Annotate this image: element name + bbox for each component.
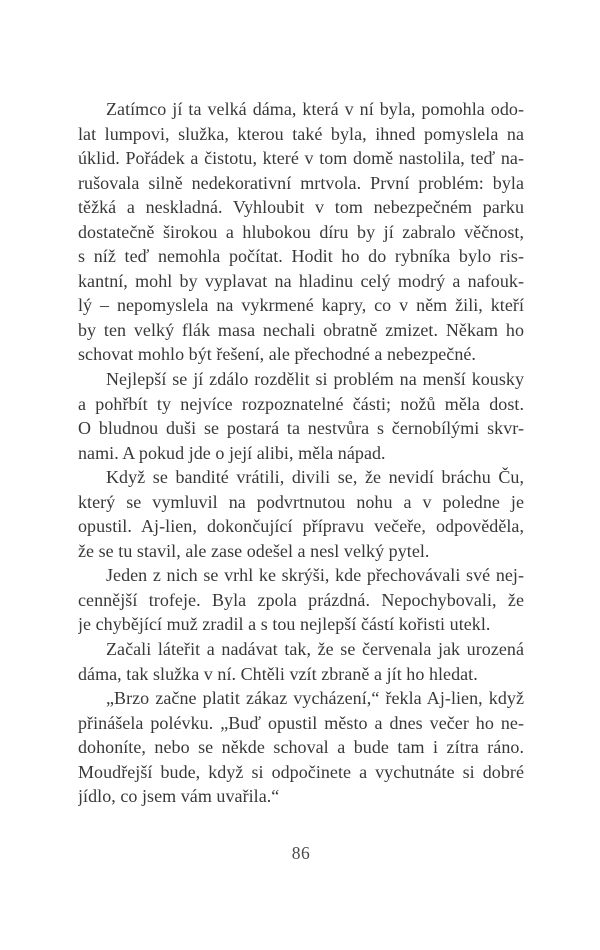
text-line: Když se bandité vrátili, divili se, že nevidí bráchu Ču, xyxy=(106,467,524,488)
text-line: je chybějící muž zradil a s tou nejlepší částí kořisti utekl. xyxy=(78,614,491,635)
text-line: dostatečně širokou a hlubokou díru by jí zabralo věčnost, xyxy=(78,221,524,242)
paragraph xyxy=(78,367,524,465)
page-text xyxy=(78,97,524,809)
text-line: „Brzo začne platit zákaz vycházení,“ řekla Aj-lien, když xyxy=(106,688,524,709)
text-line: úklid. Pořádek a čistotu, které v tom domě nastolila, teď na- xyxy=(78,148,524,169)
text-line: lat lumpovi, služka, kterou také byla, ihned pomyslela na xyxy=(78,123,524,144)
text-line: přinášela polévku. „Buď opustil město a dnes večer ho ne- xyxy=(78,712,524,733)
text-line: Začali láteřit a nadávat tak, že se červenala jak urozená xyxy=(106,639,524,660)
paragraph xyxy=(78,686,524,809)
text-line: cennější trofeje. Byla zpola prázdná. Nepochybovali, že xyxy=(78,589,524,610)
text-line: a pohřbít ty nejvíce rozpoznatelné části; nožů měla dost. xyxy=(78,393,524,414)
text-line: O bludnou duši se postará ta nestvůra s černobílými skvr- xyxy=(78,418,524,439)
text-line: nami. A pokud jde o její alibi, měla nápad. xyxy=(78,442,386,463)
text-line: Jeden z nich se vrhl ke skrýši, kde přechovávali své nej- xyxy=(106,565,524,586)
text-line: Moudřejší bude, když si odpočinete a vychutnáte si dobré xyxy=(78,761,524,782)
text-line: by ten velký flák masa nechali obratně zmizet. Někam ho xyxy=(78,319,524,340)
text-line: který se vymluvil na podvrtnutou nohu a v poledne je xyxy=(78,491,524,512)
text-line: Zatímco jí ta velká dáma, která v ní byla, pomohla odo- xyxy=(106,99,524,119)
paragraph xyxy=(78,465,524,563)
text-line: opustil. Aj-lien, dokončující přípravu večeře, odpověděla, xyxy=(78,516,524,537)
paragraph xyxy=(78,97,524,367)
text-line: s níž teď nemohla počítat. Hodit ho do rybníka bylo ris- xyxy=(78,246,524,267)
paragraph xyxy=(78,637,524,686)
text-line: dáma, tak služka v ní. Chtěli vzít zbraně a jít ho hledat. xyxy=(78,663,478,684)
text-line: že se tu stavil, ale zase odešel a nesl velký pytel. xyxy=(78,540,430,561)
text-line: rušovala silně nedekorativní mrtvola. První problém: byla xyxy=(78,172,524,193)
page-number: 86 xyxy=(291,843,311,863)
text-line: jídlo, co jsem vám uvařila.“ xyxy=(78,786,280,807)
paragraph xyxy=(78,563,524,637)
text-line: lý – nepomyslela na vykrmené kapry, co v něm žili, kteří xyxy=(78,295,524,316)
text-line: schovat mohlo být řešení, ale přechodné a nebezpečné. xyxy=(78,344,476,365)
text-line: dohoníte, nebo se někde schoval a bude tam i zítra ráno. xyxy=(78,737,524,758)
text-line: Nejlepší se jí zdálo rozdělit si problém na menší kousky xyxy=(106,369,524,390)
text-line: kantní, mohl by vyplavat na hladinu celý modrý a nafouk- xyxy=(78,270,524,291)
text-line: těžká a neskladná. Vyhloubit v tom nebezpečném parku xyxy=(78,197,524,218)
